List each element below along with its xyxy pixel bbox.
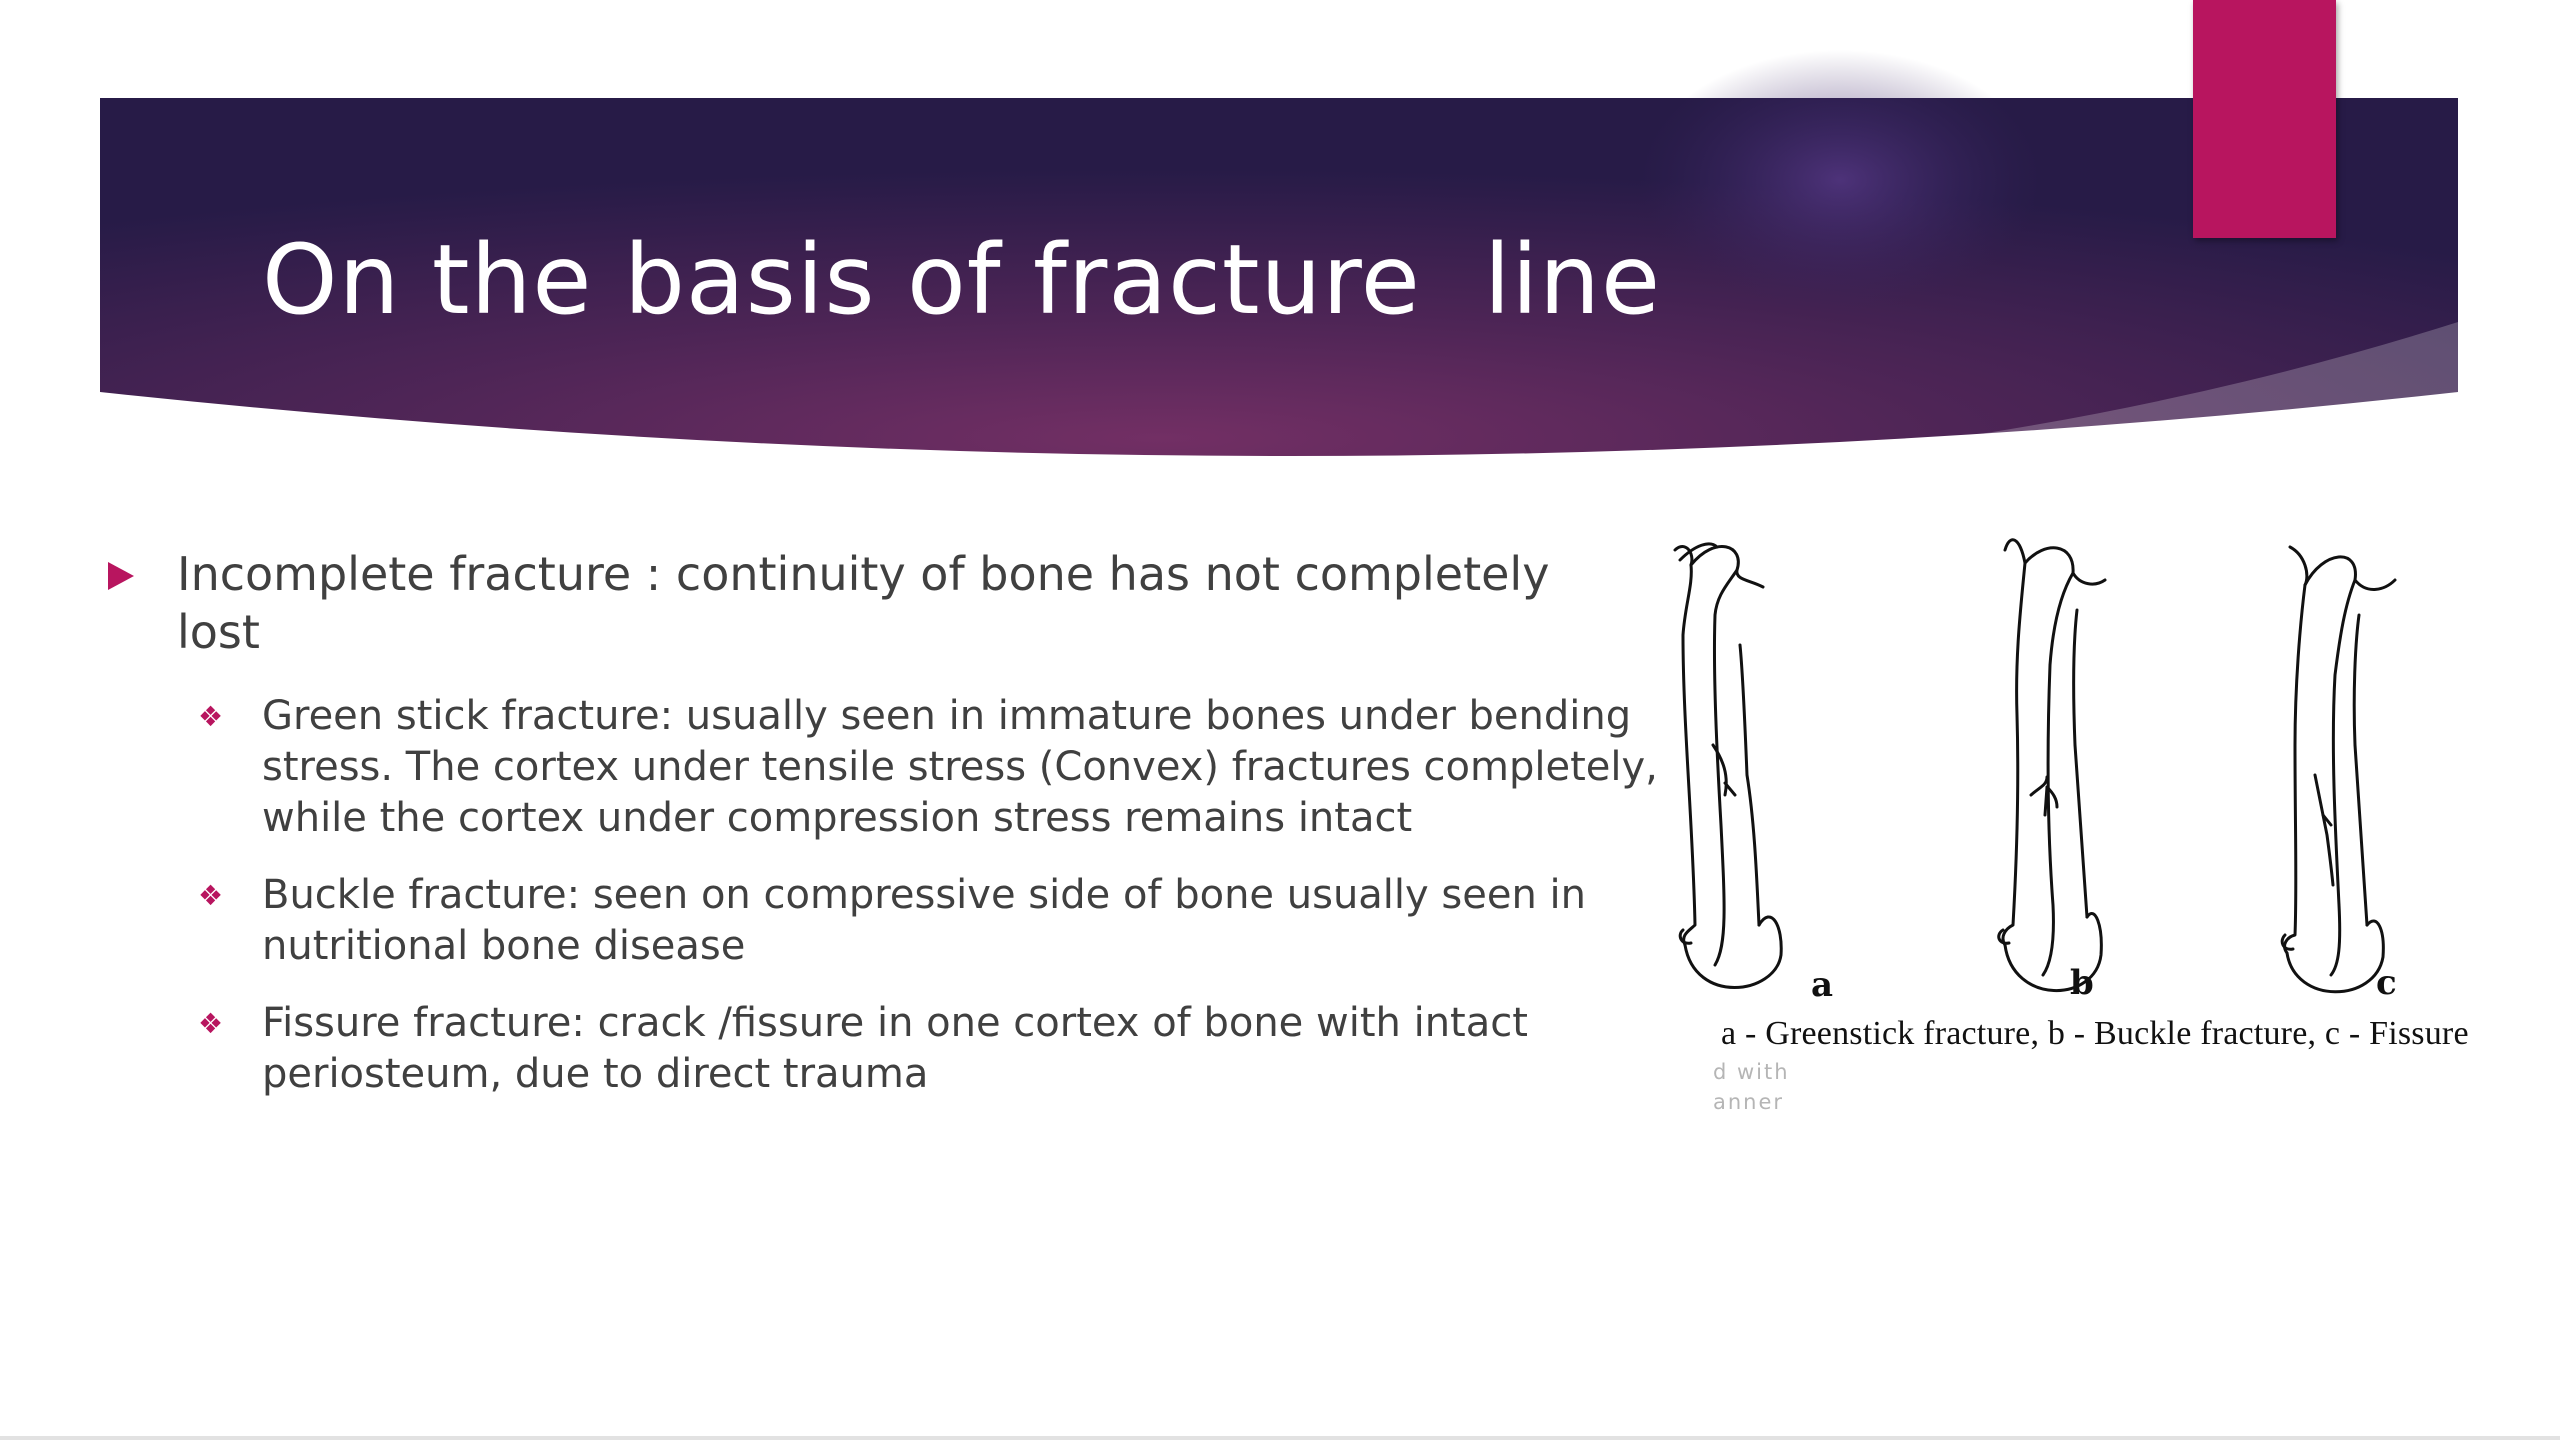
accent-tab	[2193, 0, 2336, 238]
sub-bullet-text: Buckle fracture: seen on compressive side of bone usually seen in nutritional bone disease	[262, 872, 1587, 969]
bone-fissure-drawing	[2282, 547, 2395, 992]
panel-label-b: b	[2070, 963, 2094, 1003]
bone-drawings	[1655, 525, 2475, 995]
bullet-content	[100, 545, 1658, 1126]
sub-bullet-text: Fissure fracture: crack /fissure in one cortex of bone with intact periosteum, due to direct trauma	[262, 1000, 1528, 1097]
diamond-bullet-icon: ❖	[198, 700, 224, 733]
scanner-watermark-line: d with	[1713, 1060, 1790, 1084]
scanner-watermark-line: anner	[1713, 1090, 1785, 1114]
bone-greenstick-drawing	[1675, 544, 1781, 988]
bone-buckle-drawing	[1999, 540, 2105, 991]
diamond-bullet-icon: ❖	[198, 879, 224, 912]
bullet-text: Incomplete fracture : continuity of bone has not completely lost	[177, 547, 1550, 659]
sub-bullet-item	[100, 870, 1682, 972]
sub-bullet-text: Green stick fracture: usually seen in immature bones under bending stress. The cortex under tensile stress (Convex) fractures completely, while the cortex under compression stress remains intact	[262, 693, 1658, 841]
fracture-illustration	[1655, 525, 2475, 1125]
sub-bullet-item	[100, 998, 1682, 1100]
slide-bottom-border	[0, 1436, 2560, 1440]
sub-bullet-list	[100, 691, 1658, 1100]
figure-caption: a - Greenstick fracture, b - Buckle fracture, c - Fissure	[1721, 1015, 2469, 1052]
sub-bullet-item	[100, 691, 1682, 844]
slide-title: On the basis of fracture line	[262, 224, 1662, 336]
triangle-bullet-icon	[108, 562, 134, 590]
diamond-bullet-icon: ❖	[198, 1007, 224, 1040]
bullet-item	[100, 545, 1600, 661]
panel-label-a: a	[1811, 965, 1834, 1005]
panel-label-c: c	[2376, 963, 2397, 1003]
